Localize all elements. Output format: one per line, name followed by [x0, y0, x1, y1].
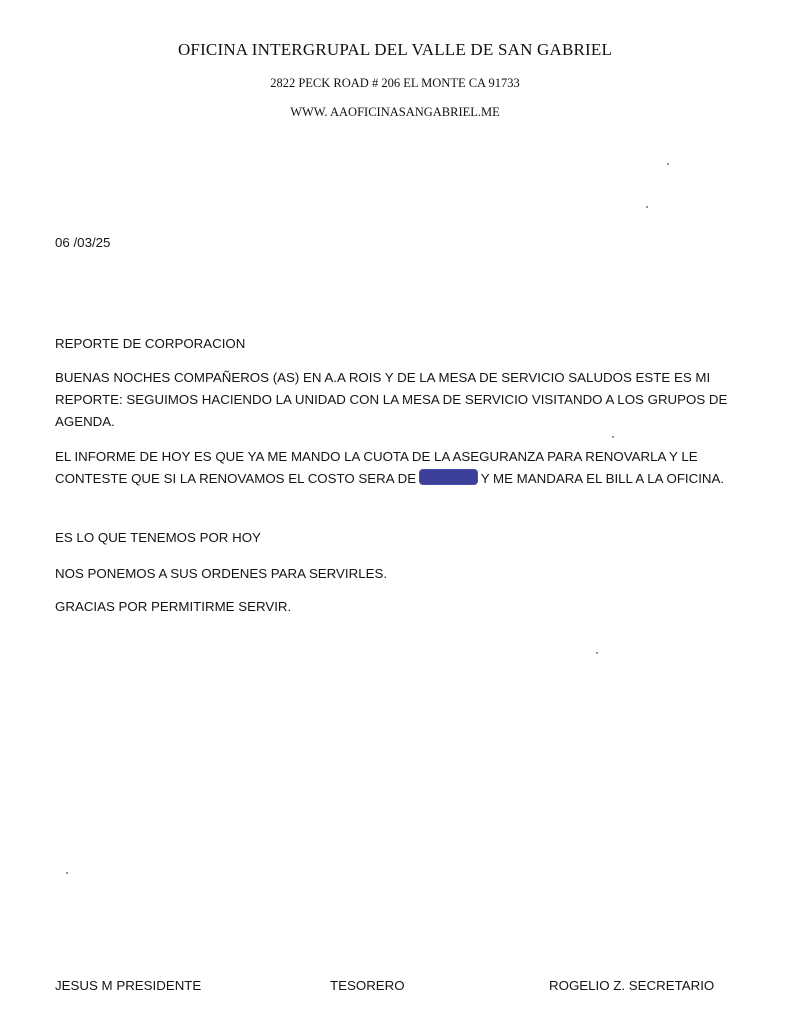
redacted-amount	[420, 470, 477, 484]
report-paragraph-service: NOS PONEMOS A SUS ORDENES PARA SERVIRLES.	[55, 566, 388, 581]
signature-secretary: ROGELIO Z. SECRETARIO	[549, 978, 715, 993]
document-date: 06 /03/25	[55, 235, 111, 250]
organization-address: 2822 PECK ROAD # 206 EL MONTE CA 91733	[270, 76, 520, 90]
report-paragraph-greeting: BUENAS NOCHES COMPAÑEROS (AS) EN A.A ROIS Y DE LA MESA DE SERVICIO SALUDOS ESTE ES MI REPORTE: SEGUIMOS HACIENDO LA UNIDAD CON LA MESA DE SERVICIO VISITANDO A LOS GRUPOS DE AGENDA.	[55, 370, 728, 429]
report-paragraph-thanks: GRACIAS POR PERMITIRME SERVIR.	[55, 599, 292, 614]
report-paragraph-closing: ES LO QUE TENEMOS POR HOY	[55, 530, 261, 545]
scan-speck	[667, 163, 669, 165]
insurance-text-before: EL INFORME DE HOY ES QUE YA ME MANDO LA CUOTA DE LA ASEGURANZA PARA RENOVARLA Y LE CONTESTE QUE SI LA RENOVAMOS EL COSTO SERA DE	[55, 449, 698, 486]
report-paragraph-insurance	[55, 446, 755, 490]
report-title: REPORTE DE CORPORACION	[55, 336, 246, 351]
signature-treasurer: TESORERO	[330, 978, 405, 993]
scan-speck	[66, 872, 68, 874]
insurance-text-after: Y ME MANDARA EL BILL A LA OFICINA.	[480, 471, 725, 486]
scan-speck	[612, 436, 614, 438]
scan-speck	[646, 206, 648, 208]
organization-name: OFICINA INTERGRUPAL DEL VALLE DE SAN GABRIEL	[177, 40, 613, 59]
organization-website: WWW. AAOFICINASANGABRIEL.ME	[290, 105, 500, 119]
scan-speck	[596, 652, 598, 654]
signature-president: JESUS M PRESIDENTE	[55, 978, 202, 993]
